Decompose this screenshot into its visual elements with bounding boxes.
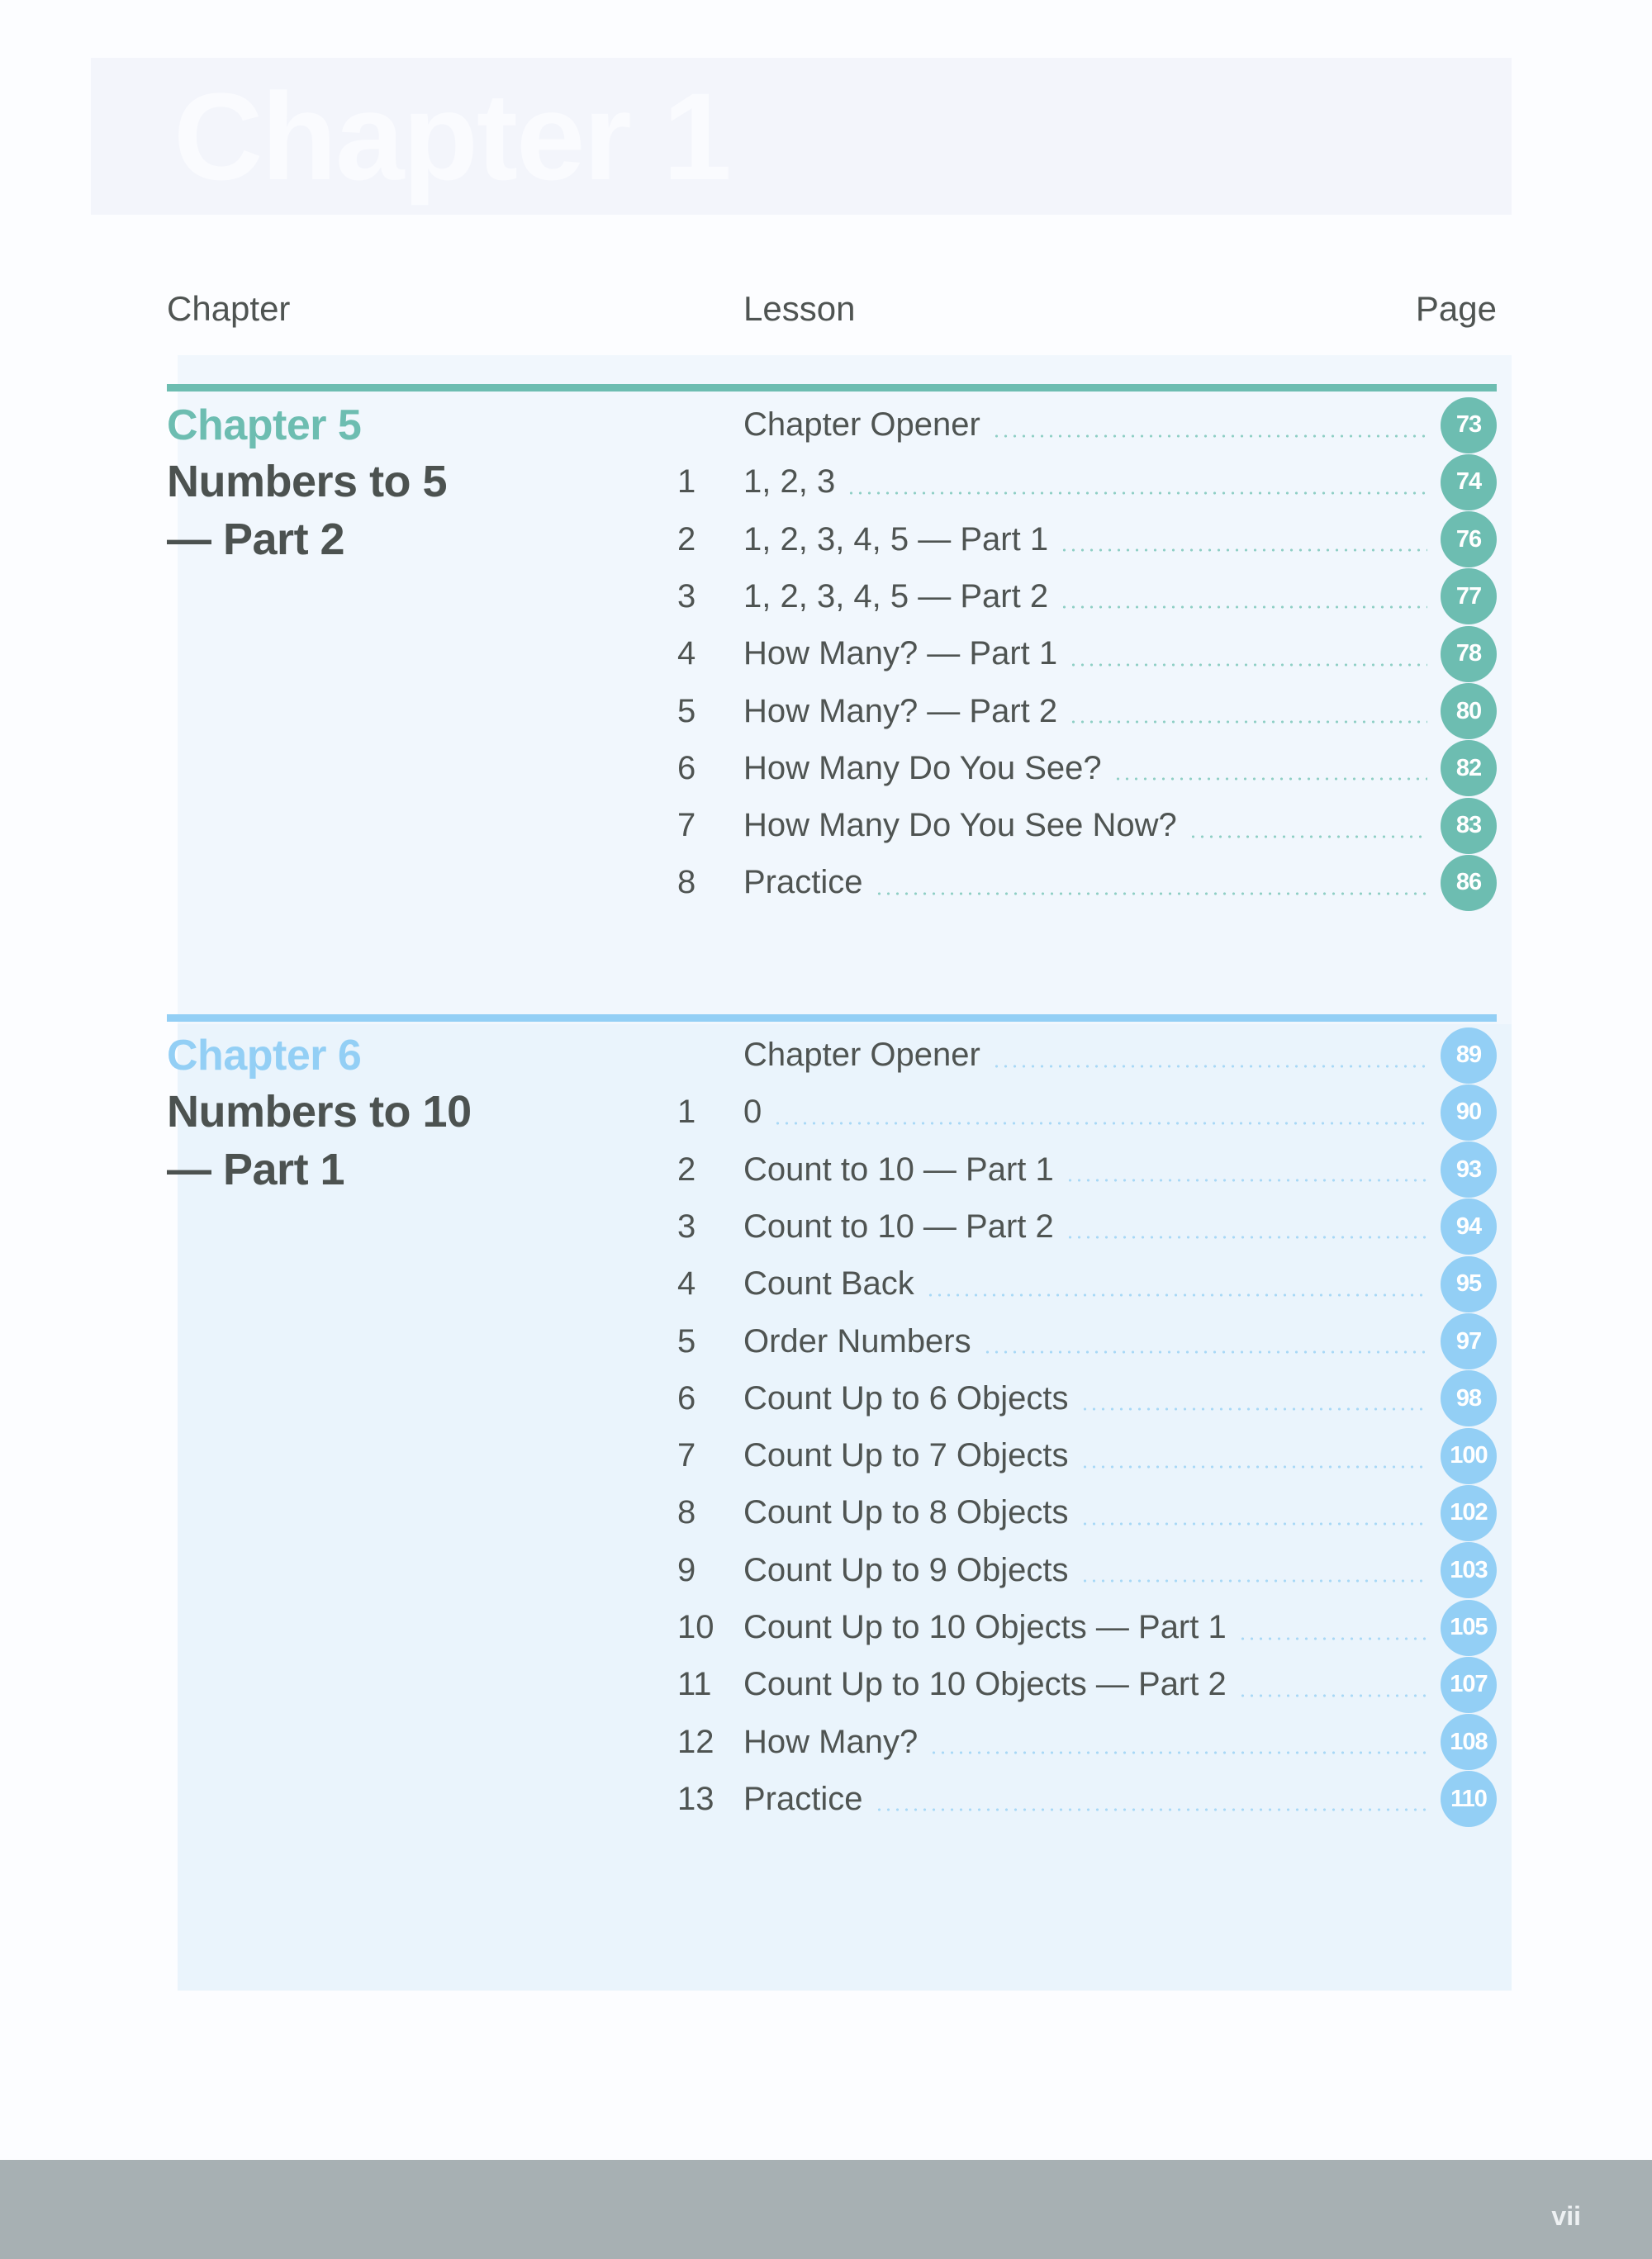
header-lesson: Lesson bbox=[743, 289, 856, 328]
lesson-title: Count Back bbox=[743, 1265, 914, 1303]
toc-lesson-row[interactable] bbox=[677, 854, 1497, 911]
page-number-badge: 95 bbox=[1441, 1256, 1497, 1312]
toc-lesson-row[interactable] bbox=[677, 1370, 1497, 1427]
lesson-title: How Many? — Part 2 bbox=[743, 692, 1058, 729]
column-headers bbox=[167, 289, 1497, 339]
lesson-number: 6 bbox=[677, 1379, 696, 1417]
toc-lesson-row[interactable] bbox=[677, 740, 1497, 797]
toc-lesson-row[interactable] bbox=[677, 1198, 1497, 1255]
dot-leader bbox=[926, 1293, 1427, 1297]
page-number-badge: 89 bbox=[1441, 1027, 1497, 1084]
toc-lesson-row[interactable] bbox=[677, 1313, 1497, 1370]
page-number-badge: 77 bbox=[1441, 568, 1497, 624]
toc-lesson-row[interactable] bbox=[677, 396, 1497, 453]
lesson-title: How Many Do You See Now? bbox=[743, 807, 1177, 844]
dot-leader bbox=[1069, 663, 1427, 667]
lesson-number: 8 bbox=[677, 864, 696, 901]
lesson-title: Count Up to 7 Objects bbox=[743, 1437, 1069, 1474]
lesson-number: 7 bbox=[677, 1437, 696, 1474]
page-number-badge: 107 bbox=[1441, 1657, 1497, 1713]
page-number-badge: 76 bbox=[1441, 511, 1497, 567]
dot-leader bbox=[992, 434, 1427, 438]
page-number-badge: 102 bbox=[1441, 1485, 1497, 1541]
dot-leader bbox=[1080, 1579, 1427, 1583]
dot-leader bbox=[1066, 1179, 1427, 1182]
lesson-title: Chapter Opener bbox=[743, 406, 980, 443]
lesson-title: Count Up to 6 Objects bbox=[743, 1379, 1069, 1417]
background-chapter-title: Chapter 1 bbox=[91, 58, 1512, 215]
lesson-title: Count to 10 — Part 2 bbox=[743, 1208, 1054, 1245]
lesson-title: Count Up to 8 Objects bbox=[743, 1494, 1069, 1531]
lesson-number: 6 bbox=[677, 749, 696, 786]
chapter-title-line2: — Part 1 bbox=[167, 1145, 345, 1194]
lesson-number: 12 bbox=[677, 1723, 714, 1760]
dot-leader bbox=[1080, 1522, 1427, 1526]
lesson-title: Count to 10 — Part 1 bbox=[743, 1151, 1054, 1188]
header-chapter: Chapter bbox=[167, 289, 291, 328]
lesson-number: 2 bbox=[677, 520, 696, 558]
chapter-title-line1: Numbers to 5 bbox=[167, 457, 448, 506]
dot-leader bbox=[1060, 605, 1427, 609]
toc-lesson-row[interactable] bbox=[677, 625, 1497, 682]
dot-leader bbox=[992, 1065, 1427, 1068]
toc-lesson-row[interactable] bbox=[677, 1427, 1497, 1484]
dot-leader bbox=[847, 491, 1427, 495]
dot-leader bbox=[1238, 1637, 1427, 1640]
chapter-label: Chapter 5 bbox=[167, 401, 362, 449]
lesson-number: 4 bbox=[677, 635, 696, 672]
lesson-number: 8 bbox=[677, 1494, 696, 1531]
lesson-title: Chapter Opener bbox=[743, 1037, 980, 1073]
page-number-badge: 78 bbox=[1441, 626, 1497, 682]
dot-leader bbox=[929, 1751, 1427, 1754]
lesson-title: Order Numbers bbox=[743, 1322, 971, 1360]
page-number-badge: 97 bbox=[1441, 1313, 1497, 1369]
header-page: Page bbox=[1415, 289, 1497, 328]
page-number-badge: 100 bbox=[1441, 1428, 1497, 1484]
dot-leader bbox=[773, 1122, 1427, 1125]
lesson-number: 11 bbox=[677, 1666, 712, 1703]
lesson-number: 4 bbox=[677, 1265, 696, 1303]
lesson-title: How Many? — Part 1 bbox=[743, 635, 1058, 672]
toc-lesson-row[interactable] bbox=[677, 1027, 1497, 1084]
dot-leader bbox=[983, 1350, 1427, 1354]
lesson-number: 9 bbox=[677, 1551, 696, 1588]
lesson-title: Count Up to 9 Objects bbox=[743, 1551, 1069, 1588]
page-number-badge: 105 bbox=[1441, 1600, 1497, 1656]
lesson-title: Practice bbox=[743, 1780, 863, 1817]
page-number-badge: 94 bbox=[1441, 1198, 1497, 1255]
dot-leader bbox=[1080, 1407, 1427, 1411]
page-number: vii bbox=[1551, 2201, 1581, 2231]
lesson-title: 1, 2, 3, 4, 5 — Part 1 bbox=[743, 520, 1049, 558]
dot-leader bbox=[875, 1808, 1428, 1811]
page-number-badge: 98 bbox=[1441, 1370, 1497, 1426]
toc-lesson-row[interactable] bbox=[677, 1771, 1497, 1828]
page-number-badge: 110 bbox=[1441, 1771, 1497, 1827]
page-number-badge: 103 bbox=[1441, 1542, 1497, 1598]
page-footer bbox=[0, 2160, 1652, 2259]
lesson-number: 5 bbox=[677, 692, 696, 729]
page-number-badge: 86 bbox=[1441, 855, 1497, 911]
dot-leader bbox=[1080, 1465, 1427, 1469]
dot-leader bbox=[1189, 835, 1427, 838]
toc-lesson-row[interactable] bbox=[677, 683, 1497, 740]
page-number-badge: 80 bbox=[1441, 683, 1497, 739]
page-number-badge: 83 bbox=[1441, 798, 1497, 854]
chapter-divider bbox=[167, 1014, 1497, 1022]
lesson-number: 5 bbox=[677, 1322, 696, 1360]
toc-lesson-row[interactable] bbox=[677, 1084, 1497, 1141]
dot-leader bbox=[1113, 777, 1427, 781]
lesson-number: 2 bbox=[677, 1151, 696, 1188]
lesson-title: 1, 2, 3 bbox=[743, 463, 836, 501]
lesson-number: 1 bbox=[677, 1094, 696, 1131]
chapter-title-line1: Numbers to 10 bbox=[167, 1087, 472, 1137]
page-number-badge: 108 bbox=[1441, 1714, 1497, 1770]
toc-lesson-row[interactable] bbox=[677, 1599, 1497, 1656]
lesson-number: 1 bbox=[677, 463, 696, 501]
lesson-title: 1, 2, 3, 4, 5 — Part 2 bbox=[743, 577, 1049, 615]
chapter-divider bbox=[167, 384, 1497, 392]
dot-leader bbox=[1066, 1236, 1427, 1239]
lesson-title: How Many? bbox=[743, 1723, 919, 1760]
lesson-title: 0 bbox=[743, 1094, 762, 1131]
lesson-number: 3 bbox=[677, 1208, 696, 1245]
toc-lesson-row[interactable] bbox=[677, 1255, 1497, 1312]
page-number-badge: 90 bbox=[1441, 1084, 1497, 1141]
dot-leader bbox=[1060, 548, 1427, 552]
page-number-badge: 74 bbox=[1441, 454, 1497, 510]
lesson-number: 10 bbox=[677, 1609, 714, 1645]
toc-lesson-row[interactable] bbox=[677, 1484, 1497, 1541]
page-number-badge: 82 bbox=[1441, 740, 1497, 796]
dot-leader bbox=[1069, 720, 1427, 724]
toc-lesson-row[interactable] bbox=[677, 797, 1497, 854]
dot-leader bbox=[875, 892, 1428, 895]
lesson-number: 3 bbox=[677, 577, 696, 615]
lesson-title: Count Up to 10 Objects — Part 2 bbox=[743, 1666, 1227, 1703]
page-number-badge: 93 bbox=[1441, 1141, 1497, 1198]
chapter-label: Chapter 6 bbox=[167, 1032, 362, 1080]
chapter-title-line2: — Part 2 bbox=[167, 515, 345, 564]
toc-lesson-row[interactable] bbox=[677, 1714, 1497, 1771]
toc-lesson-row[interactable] bbox=[677, 453, 1497, 510]
lesson-title: Practice bbox=[743, 864, 863, 901]
lesson-number: 13 bbox=[677, 1780, 714, 1817]
lesson-title: How Many Do You See? bbox=[743, 749, 1102, 786]
lesson-number: 7 bbox=[677, 807, 696, 844]
toc-lesson-row[interactable] bbox=[677, 511, 1497, 568]
dot-leader bbox=[1238, 1694, 1427, 1697]
toc-lesson-row[interactable] bbox=[677, 1656, 1497, 1713]
toc-lesson-row[interactable] bbox=[677, 1542, 1497, 1599]
page-number-badge: 73 bbox=[1441, 397, 1497, 453]
lesson-title: Count Up to 10 Objects — Part 1 bbox=[743, 1609, 1227, 1645]
toc-lesson-row[interactable] bbox=[677, 1141, 1497, 1198]
toc-lesson-row[interactable] bbox=[677, 568, 1497, 625]
